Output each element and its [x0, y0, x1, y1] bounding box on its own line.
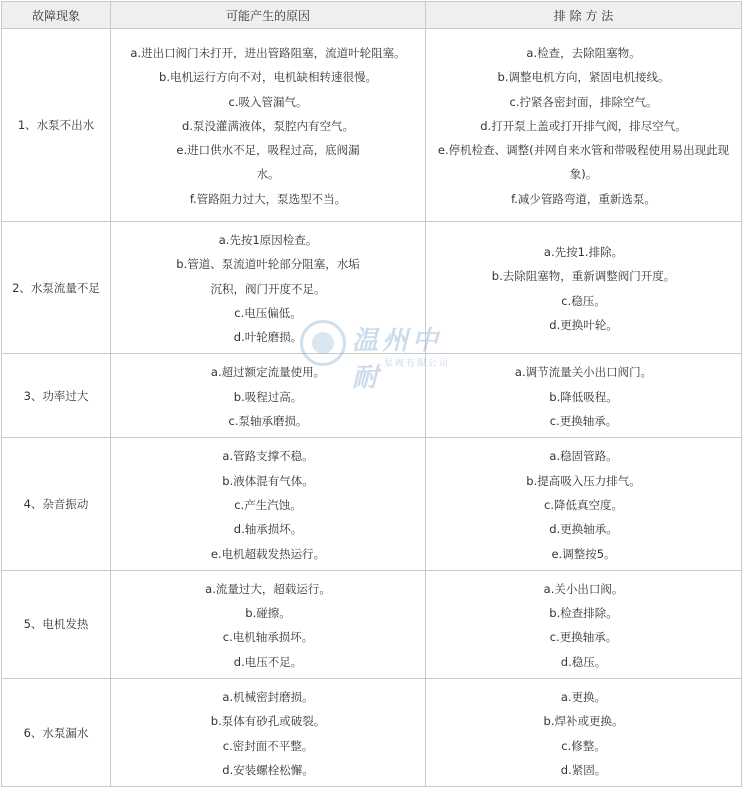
watermark-title: 温州中耐 [352, 326, 443, 393]
remedy-line: b.去除阻塞物，重新调整阀门开度。 [491, 269, 676, 284]
remedy-cell [426, 222, 742, 354]
remedy-line: a.关小出口阀。 [543, 581, 624, 596]
cause-line: b.碰擦。 [245, 606, 291, 621]
remedy-line: e.停机检查、调整(并网自来水管和带吸程使用易出现此现象)。 [437, 143, 730, 182]
remedy-line: c.更换轴承。 [549, 630, 618, 645]
table-row [2, 29, 742, 222]
cause-line: a.流量过大，超载运行。 [205, 581, 331, 596]
remedy-cell [426, 354, 742, 438]
header-remedies: 排 除 方 法 [426, 2, 742, 29]
cause-line: c.电压偏低。 [234, 305, 302, 320]
remedy-line: c.拧紧各密封面，排除空气。 [509, 94, 658, 109]
symptom-cell: 2、水泵流量不足 [2, 222, 111, 354]
remedy-line: d.更换轴承。 [549, 522, 618, 537]
cause-line: a.超过额定流量使用。 [210, 365, 326, 380]
cause-line: 沉积，阀门开度不足。 [210, 281, 326, 296]
cause-line: c.密封面不平整。 [222, 738, 314, 753]
table-row [2, 438, 742, 570]
remedy-cell [426, 679, 742, 787]
cause-line: 水。 [256, 167, 280, 182]
cause-line: a.管路支撑不稳。 [222, 449, 314, 464]
table-body [2, 29, 742, 787]
remedy-line: b.调整电机方向，紧固电机接线。 [497, 70, 670, 85]
fault-table [1, 1, 742, 787]
remedy-line: a.先按1.排除。 [543, 245, 624, 260]
cause-line: e.进口供水不足，吸程过高，底阀漏 [176, 143, 360, 158]
remedy-line: e.调整按5。 [551, 546, 616, 561]
cause-line: d.叶轮磨损。 [233, 330, 303, 345]
symptom-cell: 1、水泵不出水 [2, 29, 111, 222]
cause-line: c.泵轴承磨损。 [228, 414, 308, 429]
remedy-line: d.打开泵上盖或打开排气阀，排尽空气。 [480, 118, 687, 133]
remedy-line: d.紧固。 [560, 762, 607, 777]
cause-line: d.泵没灌满液体，泵腔内有空气。 [182, 118, 354, 133]
remedy-line: f.减少管路弯道，重新选泵。 [511, 191, 656, 206]
symptom-cell: 4、杂音振动 [2, 438, 111, 570]
symptom-cell: 3、功率过大 [2, 354, 111, 438]
cause-line: c.电机轴承损坏。 [222, 630, 314, 645]
watermark-subtitle: 泵阀有限公司 [384, 359, 451, 369]
remedy-line: b.提高吸入压力排气。 [526, 473, 641, 488]
header-symptom: 故障现象 [2, 2, 111, 29]
remedy-cell [426, 438, 742, 570]
remedy-line: d.稳压。 [560, 654, 607, 669]
remedy-line: b.降低吸程。 [549, 389, 618, 404]
remedy-cell [426, 29, 742, 222]
header-causes: 可能产生的原因 [111, 2, 426, 29]
cause-cell [111, 438, 426, 570]
remedy-line: c.稳压。 [561, 293, 606, 308]
remedy-line: d.更换叶轮。 [549, 318, 618, 333]
remedy-line: a.更换。 [560, 690, 607, 705]
cause-line: b.液体混有气体。 [222, 473, 314, 488]
cause-line: a.先按1原因检查。 [218, 233, 318, 247]
cause-cell [111, 222, 426, 354]
remedy-line: c.降低真空度。 [544, 497, 623, 512]
cause-line: b.吸程过高。 [233, 389, 303, 404]
cause-line: c.吸入管漏气。 [228, 94, 308, 109]
remedy-line: c.更换轴承。 [549, 414, 618, 429]
table-row [2, 570, 742, 678]
cause-line: d.安装螺栓松懈。 [222, 762, 314, 777]
cause-cell [111, 29, 426, 222]
cause-line: b.泵体有砂孔或破裂。 [210, 714, 326, 729]
remedy-line: a.稳固管路。 [549, 449, 618, 464]
remedy-line: b.检查排除。 [549, 606, 618, 621]
table-row [2, 222, 742, 354]
cause-cell [111, 570, 426, 678]
cause-line: f.管路阻力过大，泵选型不当。 [189, 191, 347, 206]
cause-cell [111, 354, 426, 438]
cause-line: e.电机超载发热运行。 [210, 546, 326, 561]
cause-cell [111, 679, 426, 787]
remedy-line: c.修整。 [561, 738, 606, 753]
cause-line: d.轴承损坏。 [233, 522, 303, 537]
symptom-cell: 5、电机发热 [2, 570, 111, 678]
cause-line: c.产生汽蚀。 [234, 497, 302, 512]
cause-line: b.管道、泵流道叶轮部分阻塞，水垢 [176, 257, 360, 272]
cause-line: a.进出口阀门未打开，进出管路阻塞，流道叶轮阻塞。 [130, 45, 406, 60]
cause-line: d.电压不足。 [233, 654, 303, 669]
remedy-line: b.焊补或更换。 [543, 714, 624, 729]
remedy-cell [426, 570, 742, 678]
remedy-line: a.检查，去除阻塞物。 [526, 45, 641, 60]
header-row [2, 2, 742, 29]
table-row [2, 679, 742, 787]
cause-line: b.电机运行方向不对，电机缺相转速很慢。 [159, 70, 377, 85]
symptom-cell: 6、水泵漏水 [2, 679, 111, 787]
table-row [2, 354, 742, 438]
cause-line: a.机械密封磨损。 [222, 690, 314, 705]
remedy-line: a.调节流量关小出口阀门。 [514, 365, 653, 380]
